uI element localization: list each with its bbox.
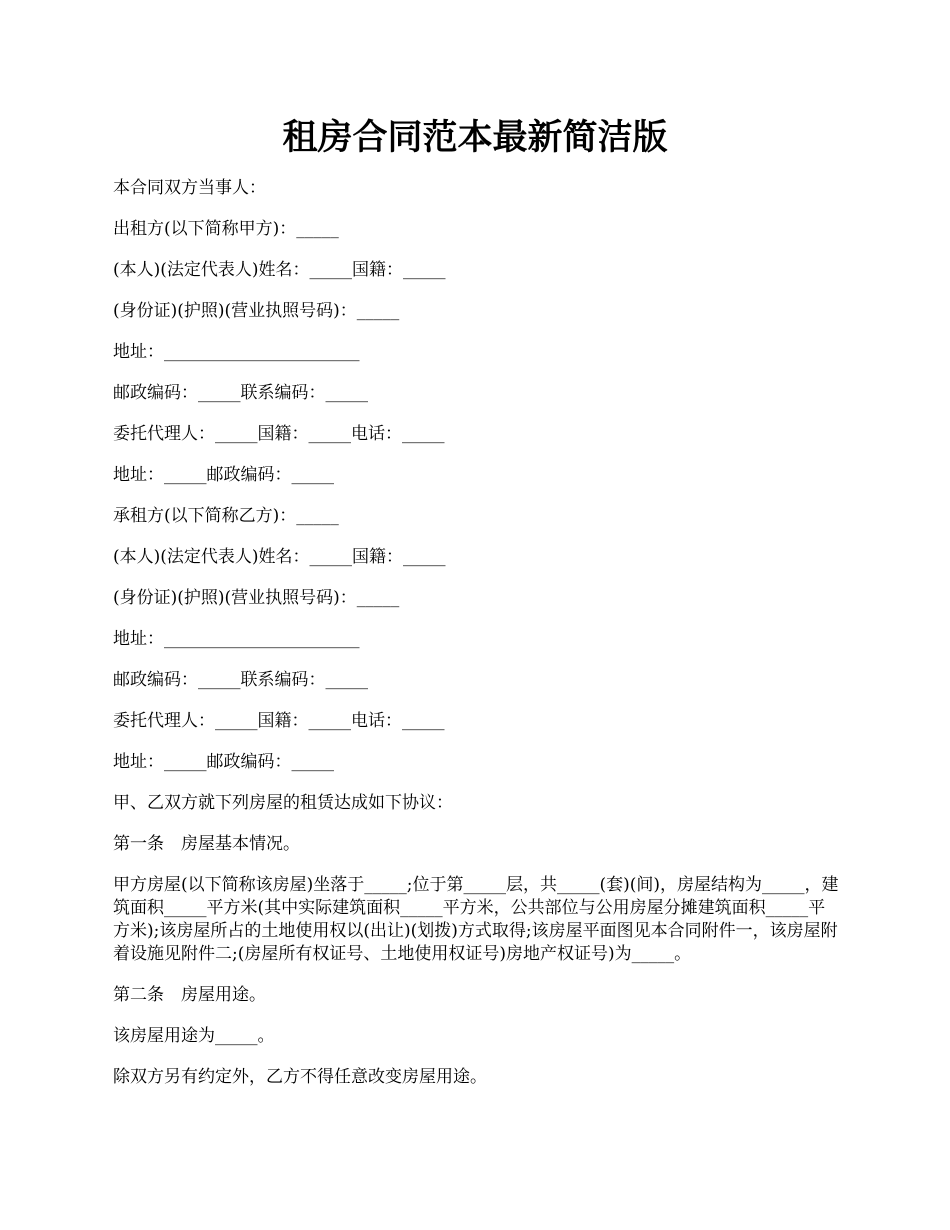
article-1-heading: 第一条 房屋基本情况。 bbox=[113, 834, 300, 854]
paragraph-lessor-agent: 委托代理人：_____国籍：_____电话：_____ bbox=[113, 424, 445, 444]
paragraph-lessee-agent-address: 地址：_____邮政编码：_____ bbox=[113, 752, 334, 772]
paragraph-lessee-name: (本人)(法定代表人)姓名：_____国籍：_____ bbox=[113, 547, 446, 567]
paragraph-lessor-postcode: 邮政编码：_____联系编码：_____ bbox=[113, 383, 368, 403]
paragraph-lessor-address: 地址：_______________________ bbox=[113, 342, 360, 362]
paragraph-lessor: 出租方(以下简称甲方)：_____ bbox=[113, 219, 339, 239]
paragraph-lessor-id: (身份证)(护照)(营业执照号码)：_____ bbox=[113, 301, 400, 321]
paragraph-lessor-name: (本人)(法定代表人)姓名：_____国籍：_____ bbox=[113, 260, 446, 280]
paragraph-lessee-agent: 委托代理人：_____国籍：_____电话：_____ bbox=[113, 711, 445, 731]
article-2-body: 该房屋用途为_____。 bbox=[113, 1026, 275, 1046]
paragraph-lessee: 承租方(以下简称乙方)：_____ bbox=[113, 506, 339, 526]
paragraph-lessor-agent-address: 地址：_____邮政编码：_____ bbox=[113, 465, 334, 485]
paragraph-lessee-address: 地址：_______________________ bbox=[113, 629, 360, 649]
paragraph-parties-intro: 本合同双方当事人： bbox=[113, 178, 266, 198]
paragraph-agreement-intro: 甲、乙双方就下列房屋的租赁达成如下协议： bbox=[113, 793, 453, 813]
paragraph-lessee-id: (身份证)(护照)(营业执照号码)：_____ bbox=[113, 588, 400, 608]
paragraph-lessee-postcode: 邮政编码：_____联系编码：_____ bbox=[113, 670, 368, 690]
article-1-body: 甲方房屋(以下简称该房屋)坐落于_____;位于第_____层，共_____(套)(间)，房屋结构为_____，建筑面积_____平方米(其中实际建筑面积_____平方米，公共部位与公用房屋分摊建筑面积_____平方米);该房屋所占的土地使用权以(出让)(划拨)方式取得;该房屋平面图见本合同附件一，该房屋附着设施见附件二;(房屋所有权证号、土地使用权证号)房地产权证号)为_____。 bbox=[113, 875, 839, 964]
document-title: 租房合同范本最新简洁版 bbox=[282, 117, 668, 158]
document-body bbox=[113, 177, 839, 1107]
article-2-note: 除双方另有约定外，乙方不得任意改变房屋用途。 bbox=[113, 1067, 487, 1087]
article-2-heading: 第二条 房屋用途。 bbox=[113, 985, 266, 1005]
